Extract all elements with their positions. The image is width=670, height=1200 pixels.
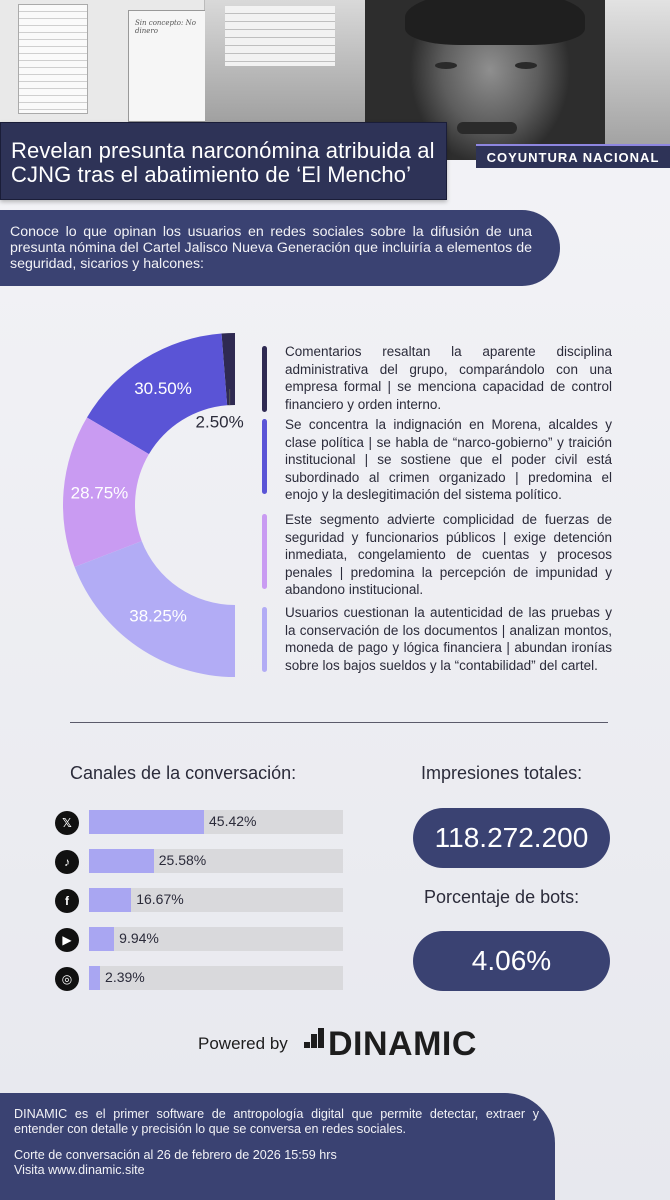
channel-row <box>55 849 355 873</box>
handwritten-note: Sin concepto: No dinero <box>135 19 196 35</box>
channel-row <box>55 810 355 834</box>
bots-heading: Porcentaje de bots: <box>424 887 580 907</box>
instagram-icon: ◎ <box>55 967 79 991</box>
segment-description <box>262 604 612 674</box>
channel-row <box>55 927 355 951</box>
section-tag: COYUNTURA NACIONAL <box>476 144 670 168</box>
channel-bar-fill <box>89 966 100 990</box>
segment-bar-3 <box>262 514 267 589</box>
channel-bar-track <box>89 888 343 912</box>
segment-bar-2 <box>262 419 267 494</box>
divider <box>70 722 608 723</box>
dinamic-logo-text: DINAMIC <box>328 1025 477 1063</box>
channel-bar-fill <box>89 849 154 873</box>
channel-bar-fill <box>89 888 131 912</box>
channel-row <box>55 966 355 990</box>
donut-slice-label-4: 38.25% <box>129 606 187 626</box>
background-photo <box>605 0 670 160</box>
headline: Revelan presunta narconómina atribuida al CJNG tras el abatimiento de ‘El Mencho’ <box>11 138 435 187</box>
facebook-icon: f <box>55 889 79 913</box>
channel-value: 16.67% <box>136 891 184 907</box>
segment-description <box>262 343 612 415</box>
footer-cutoff: Corte de conversación al 26 de febrero de 2026 15:59 hrs <box>14 1148 337 1162</box>
segment-bar-4 <box>262 607 267 672</box>
youtube-icon: ▶ <box>55 928 79 952</box>
segment-description-text-2: Se concentra la indignación en Morena, alcaldes y clase política | se habla de “narco-gobierno” y traición institucional | se sostiene que el poder civil está subordinado al crimen organizado | predomina el enojo y la deslegitimación del sistema político. <box>285 417 612 502</box>
segment-bar-1 <box>262 346 267 412</box>
segment-description <box>262 416 612 502</box>
channels-heading: Canales de la conversación: <box>70 763 297 783</box>
channel-bar-fill <box>89 927 114 951</box>
payroll-table-photo <box>18 4 88 114</box>
impressions-value: 118.272.200 <box>413 808 610 868</box>
channel-bar-fill <box>89 810 204 834</box>
footer-site: Visita www.dinamic.site <box>14 1163 145 1177</box>
donut-slice-label-2: 30.50% <box>134 379 192 399</box>
intro-text: Conoce lo que opinan los usuarios en redes sociales sobre la difusión de una presunta nómina del Cartel Jalisco Nueva Generación que incluiría a elementos de seguridad, sicarios y halcones: <box>0 210 560 286</box>
channel-value: 25.58% <box>158 852 207 868</box>
segment-description-text-1: Comentarios resaltan la aparente disciplina administrativa del grupo, comparándolo con una empresa formal | se menciona capacidad de control financiero y orden interno. <box>285 344 612 412</box>
handwritten-sheet-photo <box>128 10 208 122</box>
bots-value: 4.06% <box>413 931 610 991</box>
segment-description-text-3: Este segmento advierte complicidad de fuerzas de seguridad y funcionarios públicos | exige detención inmediata, congelamiento de cuentas y procesos penales | predomina la percepción de impunidad y abandono institucional. <box>285 512 612 597</box>
donut-slice-label-3: 28.75% <box>70 483 129 503</box>
footer <box>0 1093 555 1200</box>
channel-value: 45.42% <box>209 813 257 829</box>
channel-value: 2.39% <box>105 969 145 985</box>
channel-bar-track <box>89 849 343 873</box>
segment-description <box>262 511 612 597</box>
tiktok-icon: ♪ <box>55 850 79 874</box>
x-icon: 𝕏 <box>55 811 79 835</box>
donut-slice-label-1: 2.50% <box>195 412 244 432</box>
impressions-heading: Impresiones totales: <box>421 763 583 783</box>
headline-box <box>0 122 447 200</box>
footer-description: DINAMIC es el primer software de antropología digital que permite detectar, extraer y entender con detalle y precisión lo que se conversa en redes sociales. <box>14 1107 539 1136</box>
channel-row <box>55 888 355 912</box>
powered-by-label: Powered by <box>198 1034 288 1053</box>
channel-value: 9.94% <box>119 930 159 946</box>
segment-description-text-4: Usuarios cuestionan la autenticidad de las pruebas y la conservación de los documentos | analizan montos, moneda de pago y lógica financiera | abundan ironías sobre los bajos sueldos y la “contabilidad” del cartel. <box>285 605 612 673</box>
dinamic-logo-icon <box>304 1024 324 1054</box>
